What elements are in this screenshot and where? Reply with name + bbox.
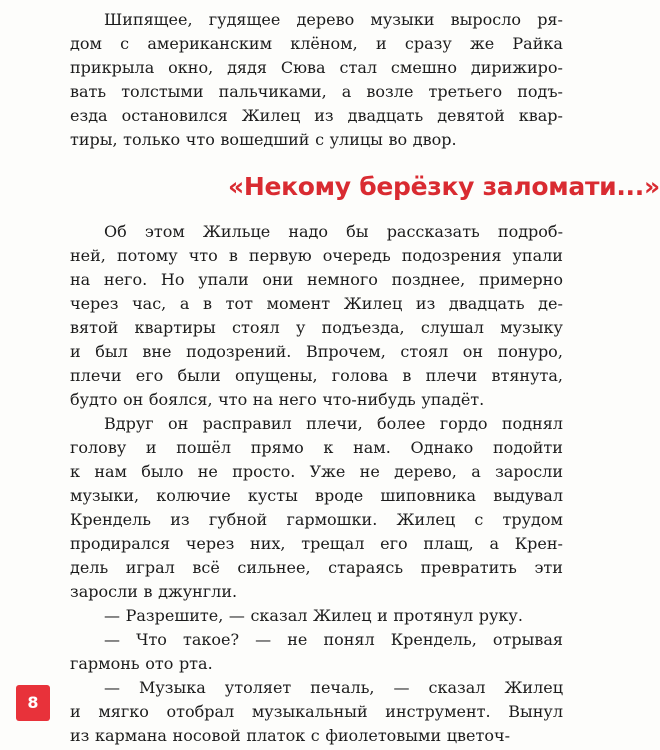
text-line: к нам было не просто. Уже не дерево, а заросли — [70, 462, 563, 481]
text-line: — Разрешите, — сказал Жилец и протянул руку. — [104, 606, 523, 625]
text-line: и был вне подозрений. Впрочем, стоял он понуро, — [70, 342, 563, 361]
text-line: Вдруг он расправил плечи, более гордо поднял — [104, 414, 563, 433]
text-line: прикрыла окно, дядя Сюва стал смешно дирижиро- — [70, 58, 563, 77]
text-line: на него. Но упали они немного позднее, примерно — [70, 270, 563, 289]
chapter-heading: «Некому берёзку заломати...» — [228, 172, 660, 201]
text-line: продирался через них, трещал его плащ, а Крен- — [70, 534, 563, 553]
text-line: гармонь ото рта. — [70, 654, 213, 673]
dialogue-allow — [70, 604, 563, 628]
text-line: дель играл всё сильнее, стараясь превратить эти — [70, 558, 563, 577]
dialogue-what — [70, 628, 563, 676]
text-line: плечи его были опущены, голова в плечи втянута, — [70, 366, 563, 385]
text-line: — Что такое? — не понял Крендель, отрывая — [104, 630, 563, 649]
text-line: езда остановился Жилец из двадцать девятой квар- — [70, 106, 563, 125]
text-line: Крендель из губной гармошки. Жилец с трудом — [70, 510, 563, 529]
text-line: — Музыка утоляет печаль, — сказал Жилец — [104, 678, 563, 697]
text-line: музыки, колючие кусты вроде шиповника выдувал — [70, 486, 563, 505]
paragraph-tenant — [70, 220, 563, 412]
text-line: тиры, только что вошедший с улицы во двор. — [70, 130, 457, 149]
text-line: дом с американским клёном, и сразу же Райка — [70, 34, 563, 53]
text-line: голову и пошёл прямо к нам. Однако подойти — [70, 438, 563, 457]
text-line: будто он боялся, что на него что-нибудь упадёт. — [70, 390, 485, 409]
text-line: и мягко отобрал музыкальный инструмент. Вынул — [70, 702, 563, 721]
text-line: из кармана носовой платок с фиолетовыми цветоч- — [70, 726, 510, 745]
page-number-badge: 8 — [16, 685, 50, 721]
paragraph-krendel — [70, 412, 563, 604]
text-line: Шипящее, гудящее дерево музыки выросло ря- — [104, 10, 563, 29]
text-line: заросли в джунгли. — [70, 582, 238, 601]
paragraph-intro — [70, 8, 563, 152]
text-line: вать толстыми пальчиками, а возле третьего подъ- — [70, 82, 563, 101]
text-line: через час, а в тот момент Жилец из двадцать де- — [70, 294, 563, 313]
text-line: Об этом Жильце надо бы рассказать подроб- — [104, 222, 563, 241]
dialogue-music — [70, 676, 563, 748]
text-line: вятой квартиры стоял у подъезда, слушал музыку — [70, 318, 563, 337]
text-line: ней, потому что в первую очередь подозрения упали — [70, 246, 563, 265]
